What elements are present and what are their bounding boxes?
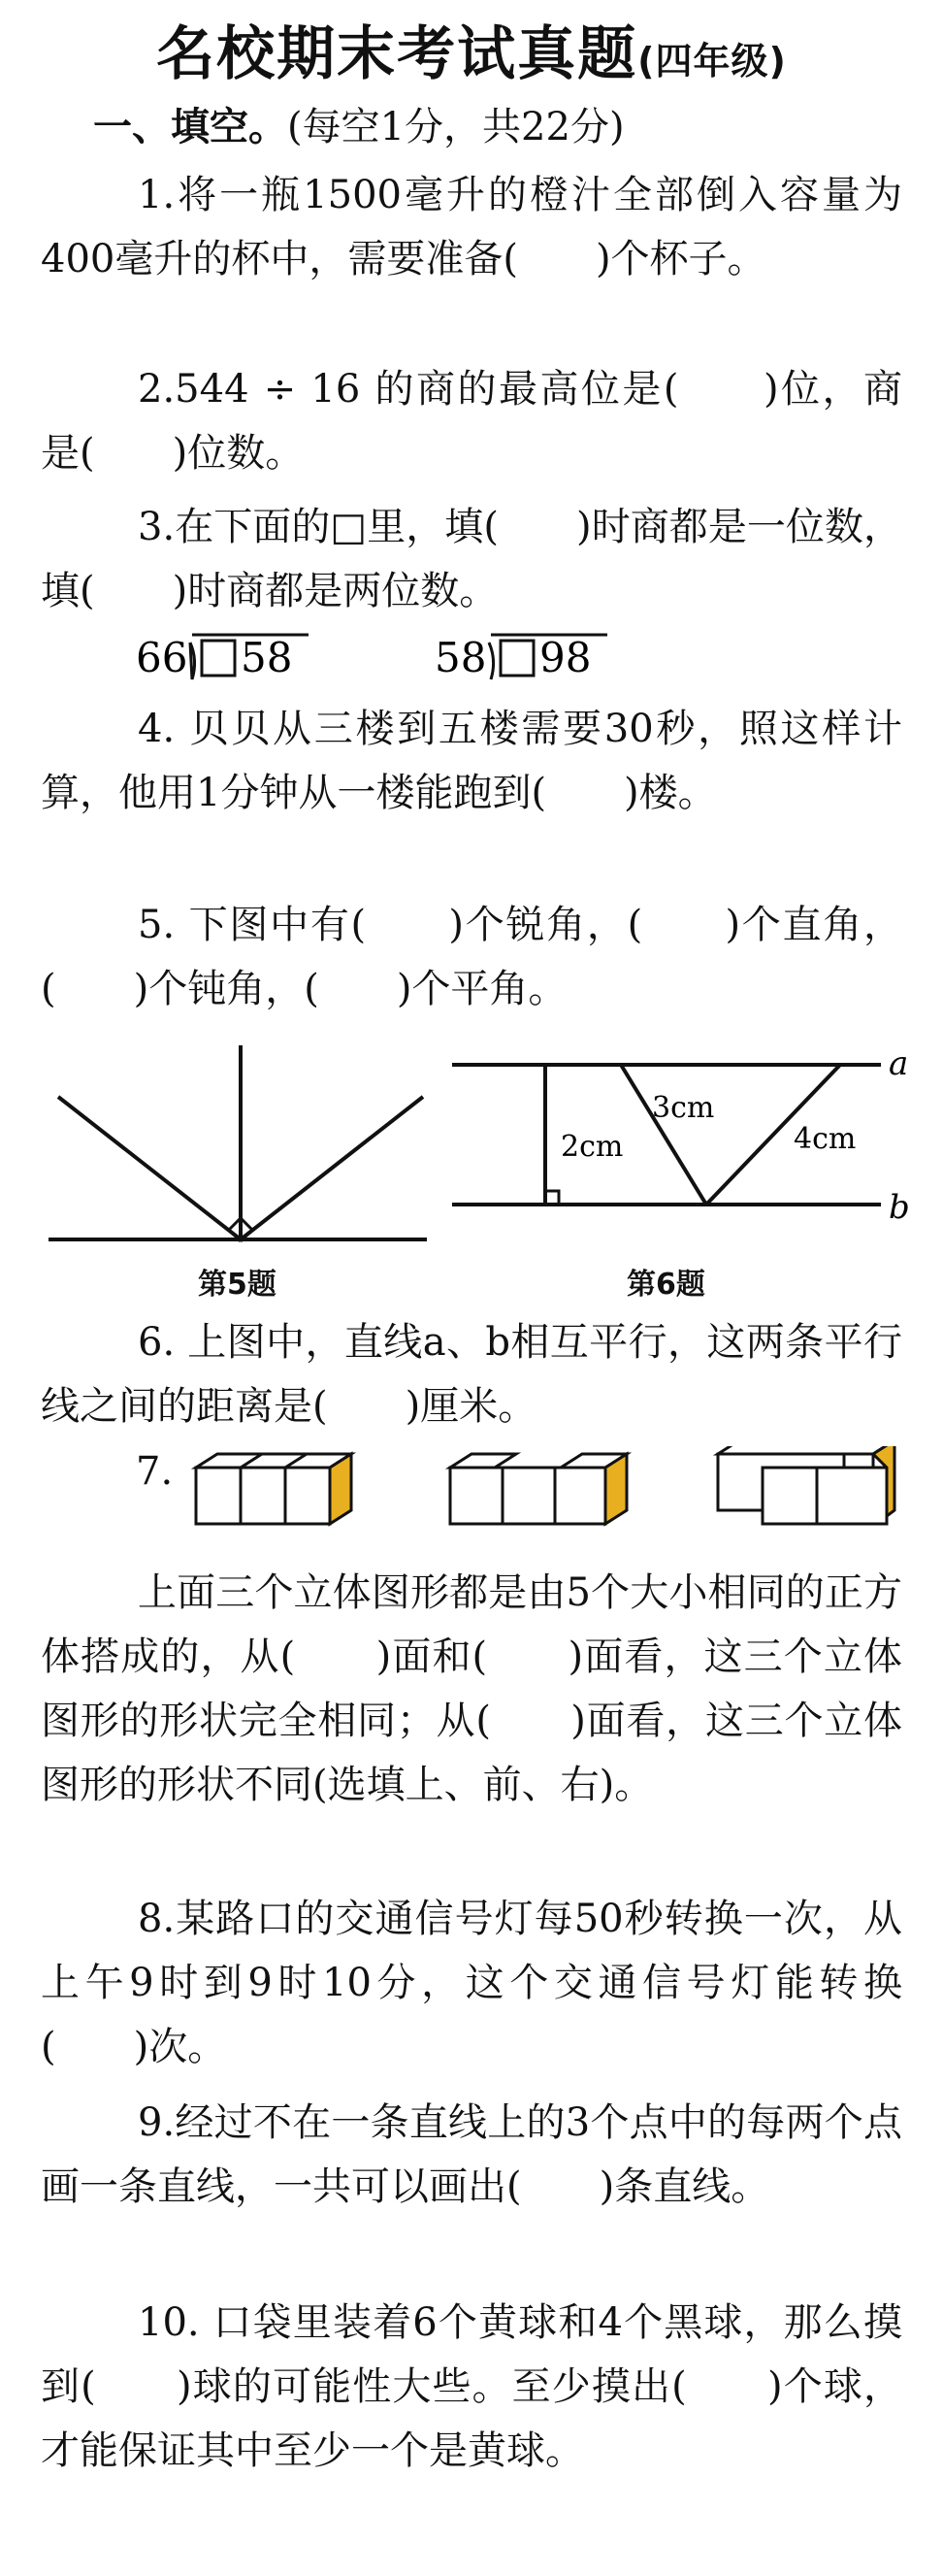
division-1-blank-box: [202, 641, 235, 676]
length-3cm-label: 3cm: [652, 1091, 715, 1125]
page-title: [0, 17, 943, 98]
division-2-divisor: 58: [435, 634, 487, 681]
question-7-number: 7.: [136, 1449, 174, 1494]
division-1-bracket: [190, 643, 195, 679]
division-expressions: [0, 621, 943, 689]
division-2-dividend: 98: [539, 634, 592, 681]
section-heading: [93, 99, 625, 155]
question-9: 9.经过不在一条直线上的3个点中的每两个点画一条直线，一共可以画出( )条直线。: [41, 2100, 902, 2209]
question-8: 8.某路口的交通信号灯每50秒转换一次，从上午9时到9时10分，这个交通信号灯能转换( )次。: [41, 1897, 902, 2069]
section-note: (每空1分，共22分): [287, 105, 625, 149]
solid-1: [196, 1454, 351, 1524]
question-7: 上面三个立体图形都是由5个大小相同的正方体搭成的，从( )面和( )面看，这三个立体图形的形状完全相同；从( )面看，这三个立体图形的形状不同(选填上、前、右)。: [41, 1570, 902, 1807]
line-a-label: a: [889, 1044, 909, 1083]
question-4: 4. 贝贝从三楼到五楼需要30秒，照这样计算，他用1分钟从一楼能跑到( )楼。: [41, 707, 902, 815]
figure-5-angles: [49, 1045, 427, 1241]
question-10: 10. 口袋里装着6个黄球和4个黑球，那么摸到( )球的可能性大些。至少摸出( )个球，才能保证其中至少一个是黄球。: [41, 2300, 902, 2473]
line-b-label: b: [889, 1188, 910, 1227]
figure-7-cubes: [0, 1446, 943, 1553]
title-text: 名校期末考试真题: [156, 20, 638, 88]
question-5: 5. 下图中有( )个锐角，( )个直角，( )个钝角，( )个平角。: [41, 903, 902, 1011]
division-1-divisor: 66: [136, 634, 188, 681]
division-1-dividend: 58: [241, 634, 293, 681]
figure-6-parallel-lines: [452, 1044, 910, 1227]
figures-5-6: [0, 1024, 943, 1296]
length-4cm-label: 4cm: [794, 1122, 857, 1156]
grade-label: (四年级): [637, 40, 787, 83]
question-3: 3.在下面的□里，填( )时商都是一位数，填( )时商都是两位数。: [41, 505, 902, 613]
division-2-bracket: [489, 643, 494, 679]
question-6: 6. 上图中，直线a、b相互平行，这两条平行线之间的距离是( )厘米。: [41, 1320, 902, 1429]
solid-3: [718, 1446, 894, 1524]
question-2: 2.544 ÷ 16 的商的最高位是( )位，商是( )位数。: [41, 367, 902, 476]
figure-5-caption: 第5题: [198, 1268, 276, 1302]
division-2-blank-box: [501, 641, 534, 676]
question-1: 1.将一瓶1500毫升的橙汁全部倒入容量为400毫升的杯中，需要准备( )个杯子。: [41, 173, 902, 281]
solid-2: [450, 1454, 627, 1524]
section-title: 一、填空。: [93, 105, 287, 149]
figure-6-caption: 第6题: [627, 1268, 705, 1302]
distance-2cm-label: 2cm: [561, 1130, 624, 1164]
